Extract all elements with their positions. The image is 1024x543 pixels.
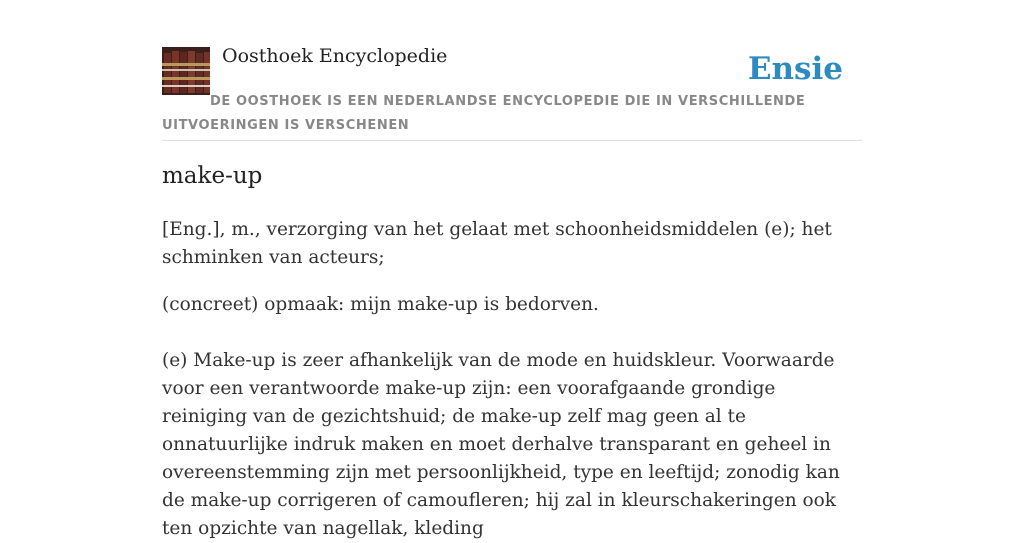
- site-tagline: DE OOSTHOEK IS EEN NEDERLANDSE ENCYCLOPEDIE DIE IN VERSCHILLENDE UITVOERINGEN IS VERSCHENEN: [162, 94, 806, 133]
- entry-example: (concreet) opmaak: mijn make-up is bedorven.: [162, 294, 599, 315]
- site-header: [162, 0, 862, 141]
- page-container: [162, 0, 862, 539]
- brand-logo-link[interactable]: Ensie: [747, 51, 843, 87]
- entry-note: (e) Make-up is zeer afhankelijk van de mode en huidskleur. Voorwaarde voor een verantwoorde make-up zijn: een voorafgaande grondige reiniging van de gezichtshuid; de make-up zelf mag geen al te onnatuurlijke indruk maken en moet derhalve transparant en geheel in overeenstemming zijn met persoonlijkheid, type en leeftijd; zonodig kan de make-up corrigeren of camoufleren; hij zal in kleurschakeringen ook ten opzichte van nagellak, kleding: [162, 350, 840, 539]
- encyclopedia-books-icon[interactable]: [162, 47, 210, 95]
- site-title[interactable]: Oosthoek Encyclopedie: [222, 45, 448, 67]
- entry-definition: [Eng.], m., verzorging van het gelaat met schoonheidsmiddelen (e); het schminken van acteurs;: [162, 219, 832, 268]
- entry-title: make-up: [162, 163, 263, 189]
